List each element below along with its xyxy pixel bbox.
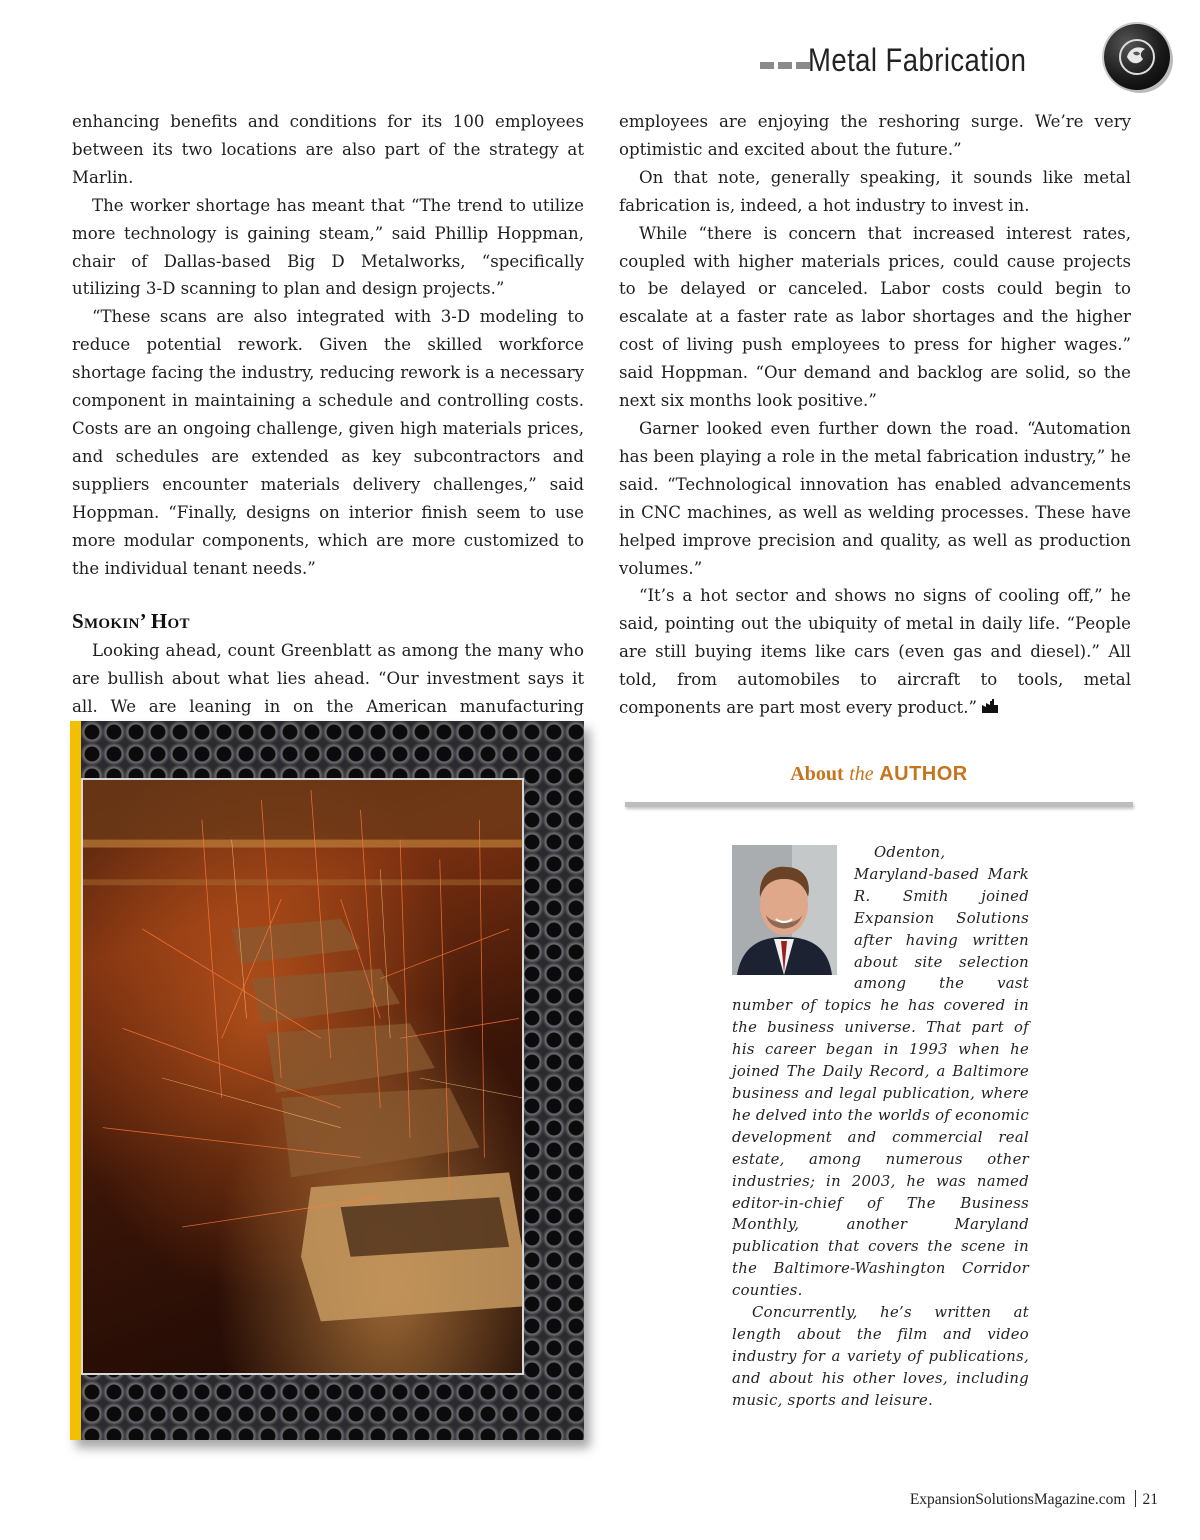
bio-paragraph: Odenton, Maryland-based Mark R. Smith joined Expansion Solutions after having written about site selection among the vast number of topics he has covered in the business universe. That part of his career began in 1993 when he joined The Daily Record, a Baltimore business and legal publication, where he delved into the worlds of economic development and commercial real estate, among numerous other industries; in 2003, he was named editor-in-chief of The Business Monthly, another Maryland publication that covers the scene in the Baltimore-Washington Corridor counties.: [732, 844, 1029, 1300]
body-paragraph: Looking ahead, count Greenblatt as among the many who are bullish about what lies ahead. “Our investment says it all. We are leaning in on the American manufacturing: [72, 641, 584, 717]
body-paragraph-last: [619, 582, 1131, 722]
page-footer: [910, 1490, 1158, 1509]
body-paragraph: On that note, generally speaking, it sounds like metal fabrication is, indeed, a hot industry to invest in.: [619, 167, 1131, 215]
about-title-the: the: [849, 763, 874, 785]
left-column: [72, 108, 584, 749]
last-paragraph-text: “It’s a hot sector and shows no signs of cooling off,” he said, pointing out the ubiquity of metal in daily life. “People are still buying items like cars (even gas and diesel).” All told, from automobiles to aircraft to tools, metal components are part most every product.”: [619, 586, 1131, 718]
factory-end-mark-icon: [981, 698, 999, 714]
author-bio: [732, 842, 1029, 1412]
about-divider: [625, 802, 1133, 807]
about-title-about: About: [790, 763, 844, 785]
right-column: [619, 108, 1131, 722]
about-author-title: [625, 763, 1133, 786]
globe-logo-icon: [1104, 24, 1170, 90]
feature-photo: [70, 721, 584, 1440]
footer-separator: [1135, 1490, 1136, 1507]
page-number: 21: [1142, 1491, 1158, 1508]
body-paragraph: The worker shortage has meant that “The trend to utilize more technology is gaining steam,” said Phillip Hoppman, chair of Dallas-based Big D Metalworks, “specifically utilizing 3-D scanning to plan and design projects.”: [72, 195, 584, 299]
header-dashes: [760, 62, 810, 69]
section-title: Metal Fabrication: [808, 42, 1027, 78]
body-paragraph: Garner looked even further down the road. “Automation has been playing a role in the metal fabrication industry,” he said. “Technological innovation has enabled advancements in CNC machines, as well as welding processes. These have helped improve precision and quality, as well as production volumes.”: [619, 418, 1131, 578]
page-header: [750, 24, 1170, 100]
body-paragraph: While “there is concern that increased interest rates, coupled with higher materials prices, could cause projects to be delayed or canceled. Labor costs could begin to escalate at a faster rate as labor shortages and the higher cost of living push employees to press for higher wages.” said Hoppman. “Our demand and backlog are solid, so the next six months look positive.”: [619, 223, 1131, 411]
body-paragraph: “These scans are also integrated with 3-D modeling to reduce potential rework. Given the skilled workforce shortage facing the industry, reducing rework is a necessary component in maintaining a schedule and controlling costs. Costs are an ongoing challenge, given high materials prices, and schedules are extended as key subcontractors and suppliers encounter materials delivery challenges,” said Hoppman. “Finally, designs on interior finish seem to use more modular components, which are more customized to the individual tenant needs.”: [72, 307, 584, 578]
section-subhead: Smokin’ Hot: [72, 609, 190, 634]
bio-paragraph: Concurrently, he’s written at length about the film and video industry for a variety of publications, and about his other loves, including music, sports and leisure.: [732, 1304, 1029, 1409]
headshot-spacer: [732, 842, 854, 994]
photo-accent-bar: [70, 721, 81, 1440]
footer-site: ExpansionSolutionsMagazine.com: [909, 1491, 1126, 1508]
body-paragraph: employees are enjoying the reshoring surge. We’re very optimistic and excited about the future.”: [619, 112, 1131, 159]
body-paragraph: enhancing benefits and conditions for its 100 employees between its two locations are also part of the strategy at Marlin.: [72, 112, 584, 187]
about-title-author: AUTHOR: [879, 763, 968, 785]
welding-sparks-photo: [81, 778, 524, 1375]
